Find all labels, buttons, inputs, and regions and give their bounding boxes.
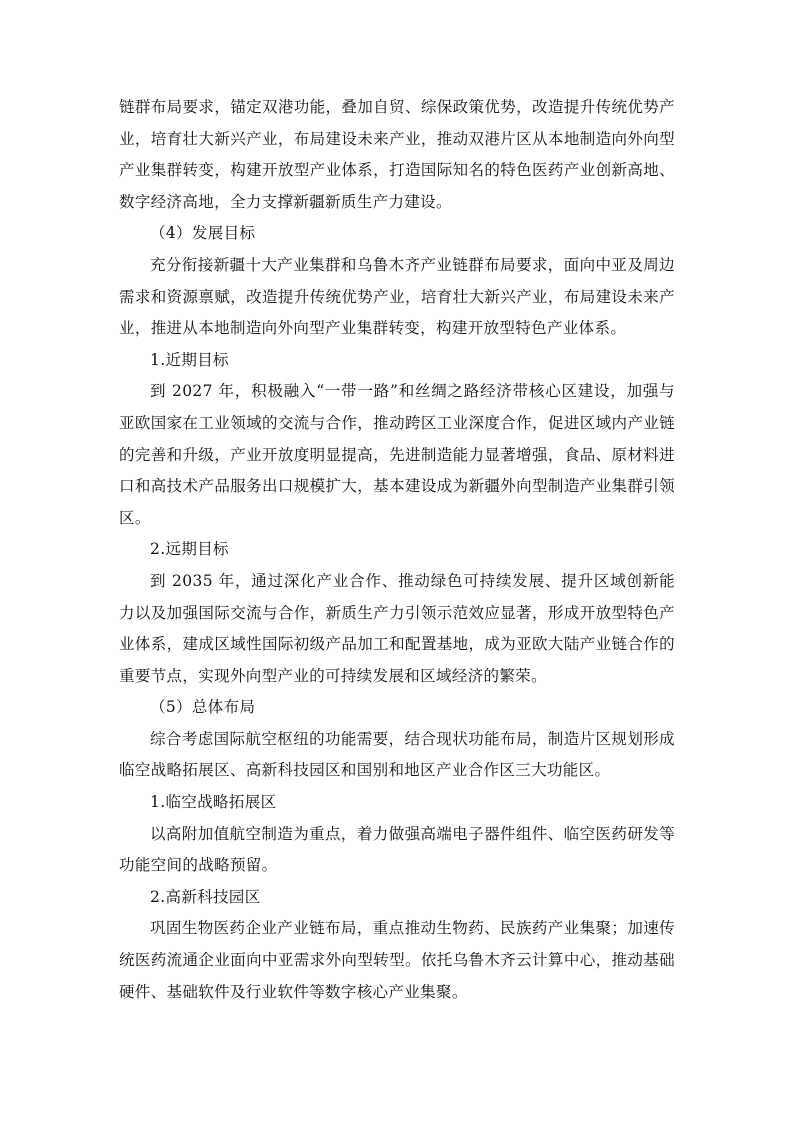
paragraph-continued: 链群布局要求，锚定双港功能，叠加自贸、综保政策优势，改造提升传统优势产业，培育壮大新兴产业，布局建设未来产业，推动双港片区从本地制造向外向型产业集群转变，构建开放型产业体系，打造国际知名的特色医药产业创新高地、数字经济高地，全力支撑新疆新质生产力建设。 [119, 98, 675, 211]
paragraph-development-goals: 充分衔接新疆十大产业集群和乌鲁木齐产业链群布局要求，面向中亚及周边需求和资源禀赋，改造提升传统优势产业，培育壮大新兴产业，布局建设未来产业，推进从本地制造向外向型产业集群转变，构建开放型特色产业体系。 [119, 255, 675, 338]
section-heading-development-goals: （4）发展目标 [150, 224, 256, 243]
subheading-hightech-park: 2.高新科技园区 [150, 887, 261, 906]
paragraph-near-term-goals: 到 2027 年，积极融入“一带一路”和丝绸之路经济带核心区建设，加强与亚欧国家在工业领域的交流与合作，推动跨区工业深度合作，促进区域内产业链的完善和升级，产业开放度明显提高，先进制造能力显著增强，食品、原材料进口和高技术产品服务出口规模扩大，基本建设成为新疆外向型制造产业集群引领区。 [119, 382, 675, 527]
section-heading-overall-layout: （5）总体布局 [150, 698, 256, 717]
paragraph-hightech-park: 巩固生物医药企业产业链布局，重点推动生物药、民族药产业集聚；加速传统医药流通企业面向中亚需求外向型转型。依托乌鲁木齐云计算中心，推动基础硬件、基础软件及行业软件等数字核心产业集聚。 [119, 919, 675, 1001]
subheading-airport-strategic-zone: 1.临空战略拓展区 [150, 793, 277, 812]
paragraph-airport-strategic-zone: 以高附加值航空制造为重点，着力做强高端电子器件组件、临空医药研发等功能空间的战略预留。 [119, 824, 675, 875]
paragraph-long-term-goals: 到 2035 年，通过深化产业合作、推动绿色可持续发展、提升区域创新能力以及加强国际交流与合作，新质生产力引领示范效应显著，形成开放型特色产业体系，建成区域性国际初级产品加工和配置基地，成为亚欧大陆产业链合作的重要节点，实现外向型产业的可持续发展和区域经济的繁荣。 [119, 571, 675, 685]
paragraph-overall-layout: 综合考虑国际航空枢纽的功能需要，结合现状功能布局，制造片区规划形成临空战略拓展区、高新科技园区和国别和地区产业合作区三大功能区。 [119, 729, 675, 780]
subheading-long-term-goals: 2.远期目标 [150, 540, 229, 559]
document-body [119, 92, 675, 1008]
subheading-near-term-goals: 1.近期目标 [150, 350, 229, 369]
